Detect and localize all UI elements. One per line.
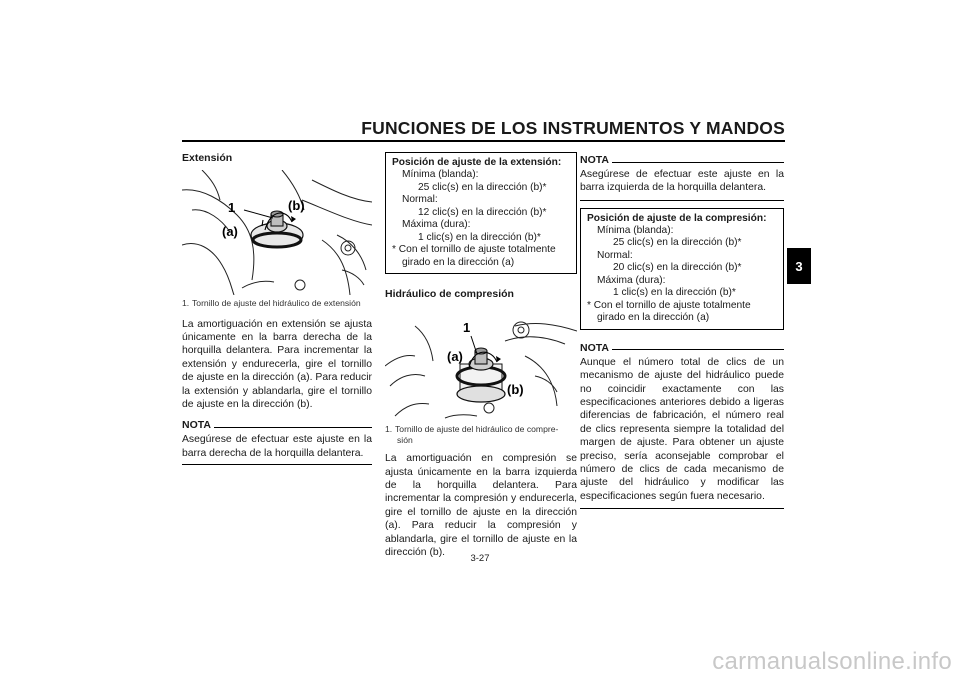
settings-normal-value: 12 clic(s) en la dirección (b)* bbox=[418, 206, 547, 218]
settings-max-label: Máxima (dura): bbox=[597, 274, 666, 286]
settings-normal-label: Normal: bbox=[597, 249, 633, 261]
settings-max-label: Máxima (dura): bbox=[402, 219, 471, 230]
note-end-rule bbox=[580, 200, 784, 201]
column-3 bbox=[580, 152, 784, 509]
settings-normal-value: 20 clic(s) en la dirección (b)* bbox=[613, 262, 742, 274]
figure-label-b: (b) bbox=[507, 382, 524, 397]
note-rule bbox=[612, 349, 784, 350]
figure-label-b: (b) bbox=[288, 198, 305, 213]
settings-max-value: 1 clic(s) en la dirección (b)* bbox=[418, 231, 541, 243]
chapter-tab: 3 bbox=[787, 248, 811, 284]
note-end-rule bbox=[182, 464, 372, 465]
rebound-adjuster-figure bbox=[182, 170, 372, 295]
caption-text: Tornillo de ajuste del hidráulico de compre- bbox=[395, 424, 559, 434]
settings-min-label: Mínima (blanda): bbox=[597, 224, 674, 236]
settings-footnote-cont: girado en la dirección (a) bbox=[597, 312, 710, 324]
figure-label-1: 1 bbox=[463, 320, 471, 335]
body-paragraph: La amortiguación en extensión se ajusta únicamente en la barra derecha de la horquilla delantera. Para incrementar la extensión y endurecerla, gire el tornillo de ajuste en la dirección (a). Para reducir la extensión y ablandarla, gire el tornillo de ajuste en la dirección (b). bbox=[182, 318, 373, 411]
column-1 bbox=[182, 152, 372, 465]
note-text: Asegúrese de efectuar este ajuste en la barra derecha de la horquilla delantera. bbox=[182, 434, 372, 459]
settings-normal-label: Normal: bbox=[402, 194, 438, 205]
watermark: carmanualsonline.info bbox=[712, 648, 952, 675]
note-header bbox=[182, 419, 372, 431]
page-title: FUNCIONES DE LOS INSTRUMENTOS Y MANDOS bbox=[361, 118, 785, 138]
settings-footnote-cont: girado en la dirección (a) bbox=[402, 256, 515, 268]
compression-adjuster-illustration bbox=[385, 306, 577, 421]
figure-caption bbox=[182, 298, 372, 309]
caption-number: 1. bbox=[385, 424, 393, 434]
note-rule bbox=[214, 427, 372, 428]
caption-text: Tornillo de ajuste del hidráulico de extensión bbox=[192, 298, 361, 308]
section-heading-extension: Extensión bbox=[182, 152, 233, 164]
note-label: NOTA bbox=[580, 341, 609, 354]
caption-number: 1. bbox=[182, 298, 190, 308]
compression-adjuster-figure bbox=[385, 306, 577, 421]
note-label: NOTA bbox=[580, 154, 609, 166]
rebound-adjuster-illustration bbox=[182, 170, 372, 295]
settings-box-title: Posición de ajuste de la compresión: bbox=[587, 212, 767, 224]
column-2 bbox=[385, 152, 577, 559]
settings-footnote: * Con el tornillo de ajuste totalmente bbox=[392, 244, 556, 255]
note-text: Asegúrese de efectuar este ajuste en la barra izquierda de la horquilla delantera. bbox=[580, 169, 784, 194]
figure-label-a: (a) bbox=[222, 224, 238, 239]
settings-max-value: 1 clic(s) en la dirección (b)* bbox=[613, 287, 736, 299]
settings-box-title: Posición de ajuste de la extensión: bbox=[392, 157, 562, 168]
section-heading-compression: Hidráulico de compresión bbox=[385, 288, 514, 300]
page-number: 3-27 bbox=[470, 553, 490, 564]
note-end-rule bbox=[580, 508, 784, 509]
settings-min-value: 25 clic(s) en la dirección (b)* bbox=[613, 237, 742, 249]
figure-label-1: 1 bbox=[228, 200, 236, 215]
note-rule bbox=[612, 162, 784, 163]
figure-caption bbox=[385, 424, 577, 445]
note-label: NOTA bbox=[182, 419, 211, 432]
caption-text-cont: sión bbox=[397, 434, 413, 445]
header-rule bbox=[182, 140, 785, 142]
settings-min-label: Mínima (blanda): bbox=[402, 169, 479, 180]
settings-footnote: * Con el tornillo de ajuste totalmente bbox=[587, 299, 751, 311]
settings-min-value: 25 clic(s) en la dirección (b)* bbox=[418, 181, 547, 193]
note-text: Aunque el número total de clics de un mecanismo de ajuste del hidráulico puede no coincidir exactamente con las especificaciones anteriores debido a ligeras diferencias de fabricación, el número real de clics representa siempre la totalidad del margen de ajuste. Para obtener un ajuste preciso, sería aconsejable comprobar el número de clics de cada mecanismo de ajuste del hidráulico y modificar las especificaciones según fuera necesario. bbox=[580, 356, 784, 502]
body-paragraph: La amortiguación en compresión se ajusta únicamente en la barra izquierda de la horquilla delantera. Para incrementar la compresión y endurecerla, gire el tornillo de ajuste en la dirección (a). Para reducir la compresión y ablandarla, gire el tornillo de ajuste en la dirección (b). bbox=[385, 453, 577, 559]
note-header bbox=[580, 154, 784, 166]
figure-label-a: (a) bbox=[447, 349, 463, 364]
rebound-settings-box bbox=[385, 152, 577, 274]
compression-settings-box bbox=[580, 208, 784, 330]
note-header bbox=[580, 342, 784, 354]
